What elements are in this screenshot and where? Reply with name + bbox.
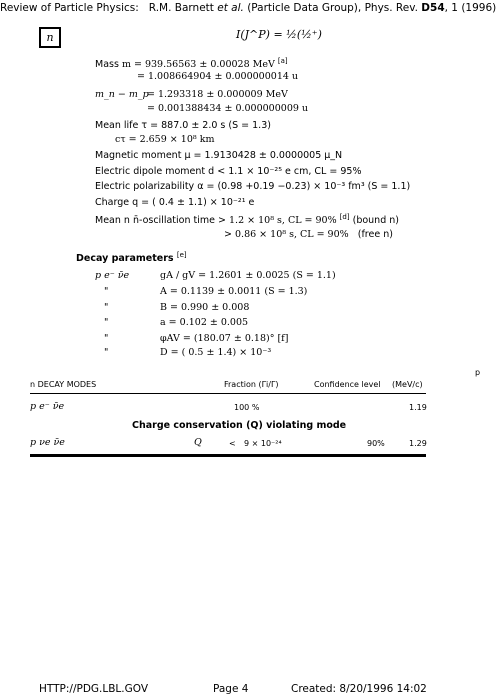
decay-param-mode: p e⁻ ν̄e — [95, 270, 130, 281]
mass-diff-label: m_n − m_p — [95, 89, 149, 100]
mean-life: Mean life τ = 887.0 ± 2.0 s (S = 1.3) — [95, 120, 271, 131]
col-confidence-level: Confidence level — [314, 380, 381, 389]
page-header — [0, 2, 496, 14]
particle-symbol-box: n — [39, 27, 61, 48]
mass-diff-mev: = 1.293318 ± 0.000009 MeV — [147, 89, 288, 100]
decay-mode-2: p νe ν̄e — [30, 437, 65, 448]
ctau: cτ = 2.659 × 10⁸ km — [115, 134, 215, 145]
oscillation-bound — [95, 213, 399, 226]
decay-fraction-1: 100 % — [234, 403, 260, 412]
decay-param-value: φAV = (180.07 ± 0.18)° [f] — [160, 333, 289, 344]
decay-q-2: Q — [194, 437, 202, 448]
footer-url: HTTP://PDG.LBL.GOV — [39, 683, 149, 695]
header-rest: , 1 (1996) — [444, 2, 497, 14]
decay-param-value: A = 0.1139 ± 0.0011 (S = 1.3) — [160, 286, 308, 297]
decay-lt-2: < — [229, 439, 236, 448]
col-p-top: p — [475, 368, 481, 377]
oscillation-free-value: 0.86 × 10⁸ s, CL = 90% — [235, 229, 349, 240]
quantum-numbers: I(J^P) = ½(½⁺) — [236, 28, 322, 41]
oscillation-label: Mean n n̄-oscillation time > — [95, 215, 226, 227]
decay-param-mode: " — [104, 317, 109, 328]
header-etal: et al. — [217, 2, 244, 14]
col-fraction: Fraction (Γi/Γ) — [224, 380, 279, 389]
oscillation-bound-note: (bound n) — [352, 215, 399, 227]
col-decay-modes: n DECAY MODES — [30, 380, 97, 389]
mass-ref: [a] — [277, 57, 288, 65]
decay-param-mode: " — [104, 333, 109, 344]
oscillation-bound-value: 1.2 × 10⁸ s, CL = 90% — [229, 215, 337, 227]
decay-param-mode: " — [104, 347, 109, 358]
mass-u: = 1.008664904 ± 0.000000014 u — [137, 71, 299, 82]
oscillation-free-prefix: > — [224, 229, 232, 240]
oscillation-free — [224, 229, 393, 240]
decay-param-mode: " — [104, 286, 109, 297]
header-volume: D54 — [421, 2, 445, 14]
decay-params-title-text: Decay parameters — [76, 253, 174, 265]
oscillation-free-note: (free n) — [357, 229, 393, 240]
decay-param-mode: " — [104, 302, 109, 313]
col-p-unit: (MeV/c) — [392, 380, 423, 389]
decay-param-value: B = 0.990 ± 0.008 — [160, 302, 250, 313]
footer-created: Created: 8/20/1996 14:02 — [291, 683, 427, 695]
header-journal-label: Review of Particle Physics: — [0, 2, 139, 14]
header-group: (Particle Data Group), Phys. Rev. — [247, 2, 418, 14]
magnetic-moment: Magnetic moment μ = 1.9130428 ± 0.0000005 μ_N — [95, 150, 343, 161]
mass-line — [95, 57, 288, 70]
charge: Charge q = ( 0.4 ± 1.1) × 10⁻²¹ e — [95, 197, 255, 208]
decay-param-value: a = 0.102 ± 0.005 — [160, 317, 249, 328]
decay-p-1: 1.19 — [409, 403, 427, 412]
decay-fraction-2: 9 × 10⁻²⁴ — [244, 439, 282, 448]
section-title: Charge conservation (Q) violating mode — [132, 420, 347, 431]
mass-label: Mass — [95, 59, 119, 71]
decay-params-ref: [e] — [176, 251, 187, 259]
decay-params-title — [76, 251, 187, 264]
table-header-rule — [30, 393, 426, 394]
decay-p-2: 1.29 — [409, 439, 427, 448]
decay-param-value: D = ( 0.5 ± 1.4) × 10⁻³ — [160, 347, 272, 358]
electric-polarizability: Electric polarizability α = (0.98 +0.19 −0.23) × 10⁻³ fm³ (S = 1.1) — [95, 181, 411, 192]
decay-cl-2: 90% — [367, 439, 385, 448]
footer-page: Page 4 — [213, 683, 249, 695]
decay-param-value: gA / gV = 1.2601 ± 0.0025 (S = 1.1) — [160, 270, 336, 281]
mass-mev: m = 939.56563 ± 0.00028 MeV — [121, 59, 275, 71]
decay-mode-1: p e⁻ ν̄e — [30, 401, 65, 412]
electric-dipole-moment: Electric dipole moment d < 1.1 × 10⁻²⁵ e cm, CL = 95% — [95, 166, 362, 177]
header-authors: R.M. Barnett — [148, 2, 214, 14]
mass-diff-u: = 0.001388434 ± 0.000000009 u — [147, 103, 309, 114]
oscillation-ref: [d] — [339, 213, 350, 221]
table-bottom-rule — [30, 454, 426, 457]
